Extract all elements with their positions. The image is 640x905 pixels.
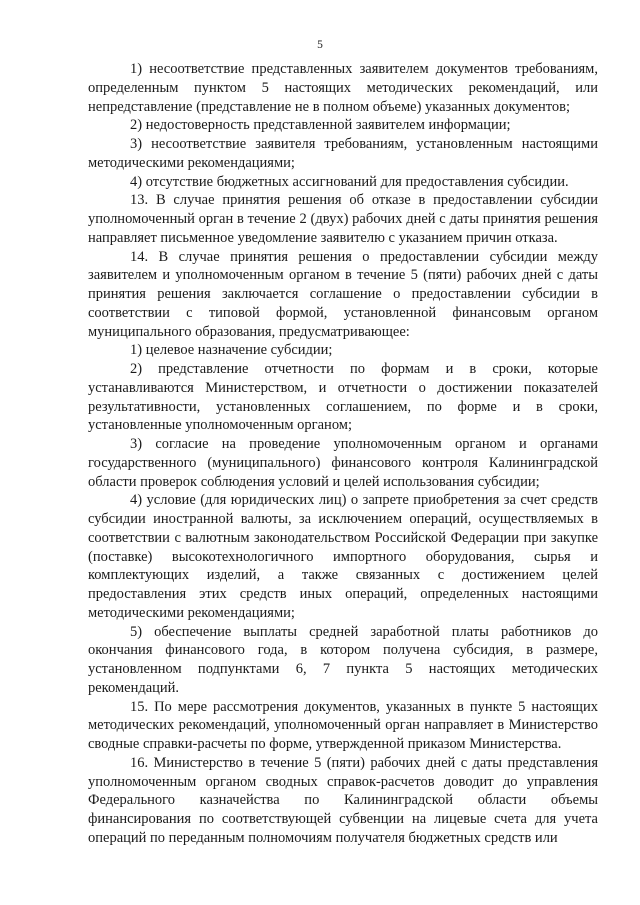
paragraph-clause-16: 16. Министерство в течение 5 (пяти) рабочих дней с даты представления уполномоченным органом сводных справок-расчетов доводит до управления Федерального казначейства по Калининградской области объемы финансирования по соответствующей субвенции на лицевые счета для учета операций по переданным полномочиям получателя бюджетных средств или <box>88 754 598 846</box>
page-body <box>88 60 598 848</box>
paragraph-item-2-unreliability: 2) недостоверность представленной заявителем информации; <box>130 117 511 134</box>
paragraph-clause-14-item-5: 5) обеспечение выплаты средней заработной платы работников до окончания финансового года, в котором получена субсидия, в размере, установленном подпунктами 6, 7 пункта 5 настоящих методических рекомендаций. <box>88 623 598 696</box>
page-number: 5 <box>317 39 323 51</box>
paragraph-item-3-applicant-mismatch: 3) несоответствие заявителя требованиям, установленным настоящими методическими рекомендациями; <box>88 136 598 171</box>
paragraph-clause-13: 13. В случае принятия решения об отказе в предоставлении субсидии уполномоченный орган в течение 2 (двух) рабочих дней с даты принятия решения направляет письменное уведомление заявителю с указанием причин отказа. <box>88 192 598 246</box>
paragraph-item-4-no-allocations: 4) отсутствие бюджетных ассигнований для предоставления субсидии. <box>130 173 569 190</box>
paragraph-clause-14-item-3: 3) согласие на проведение уполномоченным органом и органами государственного (муниципального) финансового контроля Калининградской области проверок соблюдения условий и целей использования субсидии; <box>88 436 598 490</box>
paragraph-clause-14-item-1: 1) целевое назначение субсидии; <box>130 342 333 359</box>
paragraph-clause-15: 15. По мере рассмотрения документов, указанных в пункте 5 настоящих методических рекомендаций, уполномоченный орган направляет в Министерство сводные справки-расчеты по форме, утвержденной приказом Министерства. <box>88 698 598 752</box>
paragraph-clause-14: 14. В случае принятия решения о предоставлении субсидии между заявителем и уполномоченным органом в течение 5 (пяти) рабочих дней с даты принятия решения заключается соглашение о предоставлении субсидии в соответствии с типовой формой, установленной финансовым органом муниципального образования, предусматривающее: <box>88 248 598 340</box>
paragraph-clause-14-item-4: 4) условие (для юридических лиц) о запрете приобретения за счет средств субсидии иностранной валюты, за исключением операций, осуществляемых в соответствии с валютным законодательством Российской Федерации при закупке (поставке) высокотехнологичного импортного оборудования, сырья и комплектующих изделий, а также связанных с достижением целей предоставления этих средств иных операций, определенных настоящими методическими рекомендациями; <box>88 492 598 621</box>
paragraph-item-1-nonconformity: 1) несоответствие представленных заявителем документов требованиям, определенным пунктом 5 настоящих методических рекомендаций, или непредставление (представление не в полном объеме) указанных документов; <box>88 61 598 115</box>
paragraph-clause-14-item-2: 2) представление отчетности по формам и в сроки, которые устанавливаются Министерством, и отчетности о достижении показателей результативности, установленных соглашением, по форме и в сроки, установленные уполномоченным органом; <box>88 361 598 434</box>
